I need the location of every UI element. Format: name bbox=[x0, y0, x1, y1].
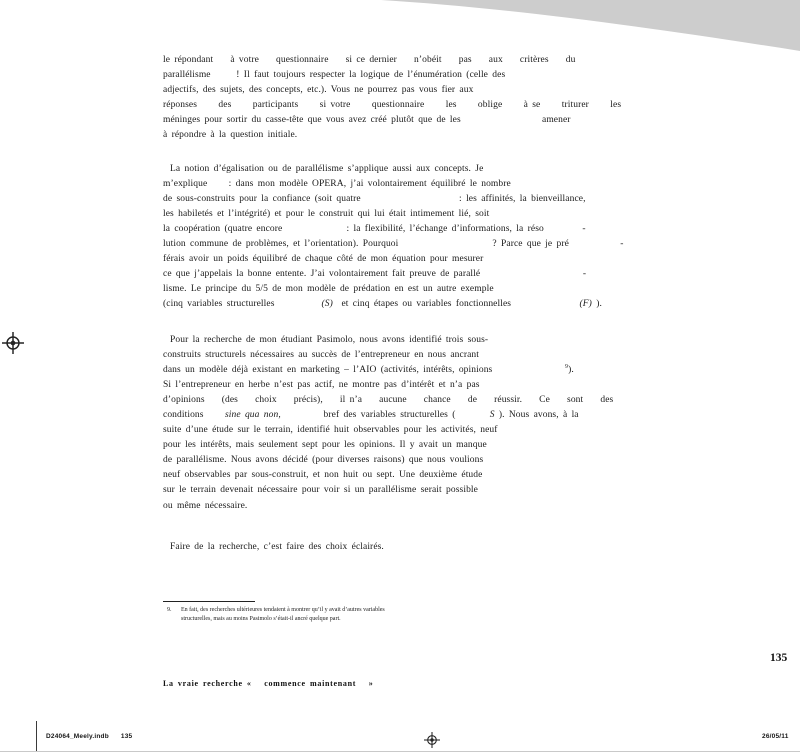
text-line: Si l’entrepreneur en herbe n’est pas actif, ne montre pas d’intérêt et n’a pas bbox=[163, 379, 480, 390]
text-line: suite d’une étude sur le terrain, identifié huit observables pour les activités, neuf bbox=[163, 425, 498, 436]
text-line: sur le terrain devenait nécessaire pour voir si un parallélisme serait possible bbox=[163, 485, 478, 496]
page-bottom-rule bbox=[0, 751, 800, 752]
page-number: 135 bbox=[770, 652, 788, 664]
footnote-text-line: En fait, des recherches ultérieures tendaient à montrer qu’il y avait d’autres variables bbox=[181, 607, 385, 613]
text-line: Faire de la recherche, c’est faire des choix éclairés. bbox=[170, 541, 384, 552]
text-line: dans un modèle déjà existant en marketing – l’AIO (activités, intérêts, opinions $^9$). bbox=[163, 363, 574, 375]
text-line: méninges pour sortir du casse-tête que vous avez créé plutôt que de les amener bbox=[163, 115, 571, 126]
text-line: à répondre à la question initiale. bbox=[163, 130, 298, 141]
text-line: adjectifs, des sujets, des concepts, etc.). Vous ne pourrez pas vous fier aux bbox=[163, 85, 474, 96]
registration-mark-bottom-icon bbox=[424, 732, 440, 748]
text-line: Pour la recherche de mon étudiant Pasimolo, nous avons identifié trois sous- bbox=[170, 334, 489, 345]
text-line: construits structurels nécessaires au succès de l’entrepreneur en nous ancrant bbox=[163, 349, 480, 360]
text-line: le répondant à votre questionnaire si ce dernier n’obéit pas aux critères du bbox=[163, 55, 576, 65]
text-line: de sous-construits pour la confiance (soit quatre : les affinités, la bienveillance, bbox=[163, 193, 586, 204]
print-date: 26/05/11 bbox=[762, 733, 789, 740]
wedge-shape bbox=[381, 0, 800, 51]
text-line: lution commune de problèmes, et l’orientation). Pourquoi ? Parce que je pré - bbox=[163, 239, 624, 250]
footnote-text-line: structurelles, mais au moins Pasimolo s’était-il ancré quelque part. bbox=[181, 616, 341, 622]
paragraph bbox=[163, 333, 613, 514]
print-slug-page: 135 bbox=[120, 733, 133, 740]
registration-mark-left-icon bbox=[2, 332, 24, 354]
text-line: ce que j’appelais la bonne entente. J’ai volontairement fait preuve de parallé - bbox=[163, 269, 587, 280]
page-decoration-wedge bbox=[0, 0, 800, 55]
text-line: la coopération (quatre encore : la flexibilité, l’échange d’informations, la réso - bbox=[163, 223, 586, 234]
running-footer: La vraie recherche « commence maintenant » bbox=[163, 679, 374, 688]
text-line: conditions sine qua non, bref des variables structurelles ( S ). Nous avons, à la bbox=[163, 409, 579, 420]
text-line: de parallélisme. Nous avons décidé (pour diverses raisons) que nous voulions bbox=[163, 455, 484, 466]
text-line: La notion d’égalisation ou de parallélisme s’applique aussi aux concepts. Je bbox=[170, 163, 484, 174]
text-line: réponses des participants si votre questionnaire les oblige à se triturer les bbox=[163, 100, 622, 111]
text-line: lisme. Le principe du 5/5 de mon modèle de prédation en est un autre exemple bbox=[163, 284, 494, 295]
text-line: (cinq variables structurelles (S) et cinq étapes ou variables fonctionnelles (F) ). bbox=[163, 299, 602, 310]
footnote-rule bbox=[163, 601, 255, 602]
footnote bbox=[163, 601, 613, 624]
paragraph bbox=[163, 53, 622, 144]
text-line: férais avoir un poids équilibré de chaque côté de mon équation pour mesurer bbox=[163, 254, 484, 265]
crop-mark-line bbox=[36, 721, 37, 752]
print-slug bbox=[46, 733, 132, 740]
text-line: neuf observables par sous-construit, et non huit ou sept. Une deuxième étude bbox=[163, 470, 483, 481]
text-line: les habiletés et l’intégrité) et pour le construit qui lui était intimement lié, soit bbox=[163, 208, 490, 219]
text-line: m’explique : dans mon modèle OPERA, j’ai volontairement équilibré le nombre bbox=[163, 178, 511, 189]
print-slug-filename: D24064_Meely.indb bbox=[46, 733, 109, 740]
body-text bbox=[163, 53, 624, 555]
footnote-text bbox=[181, 606, 385, 624]
text-line: d’opinions (des choix précis), il n’a aucune chance de réussir. Ce sont des bbox=[163, 394, 614, 405]
text-line: ou même nécessaire. bbox=[163, 500, 248, 511]
footnote-marker: 9. bbox=[167, 607, 172, 613]
paragraph bbox=[163, 540, 613, 555]
paragraph bbox=[163, 162, 624, 313]
text-line: pour les intérêts, mais seulement sept pour les opinions. Il y avait un manque bbox=[163, 440, 487, 451]
text-line: parallélisme ! Il faut toujours respecter la logique de l’énumération (celle des bbox=[163, 70, 506, 81]
